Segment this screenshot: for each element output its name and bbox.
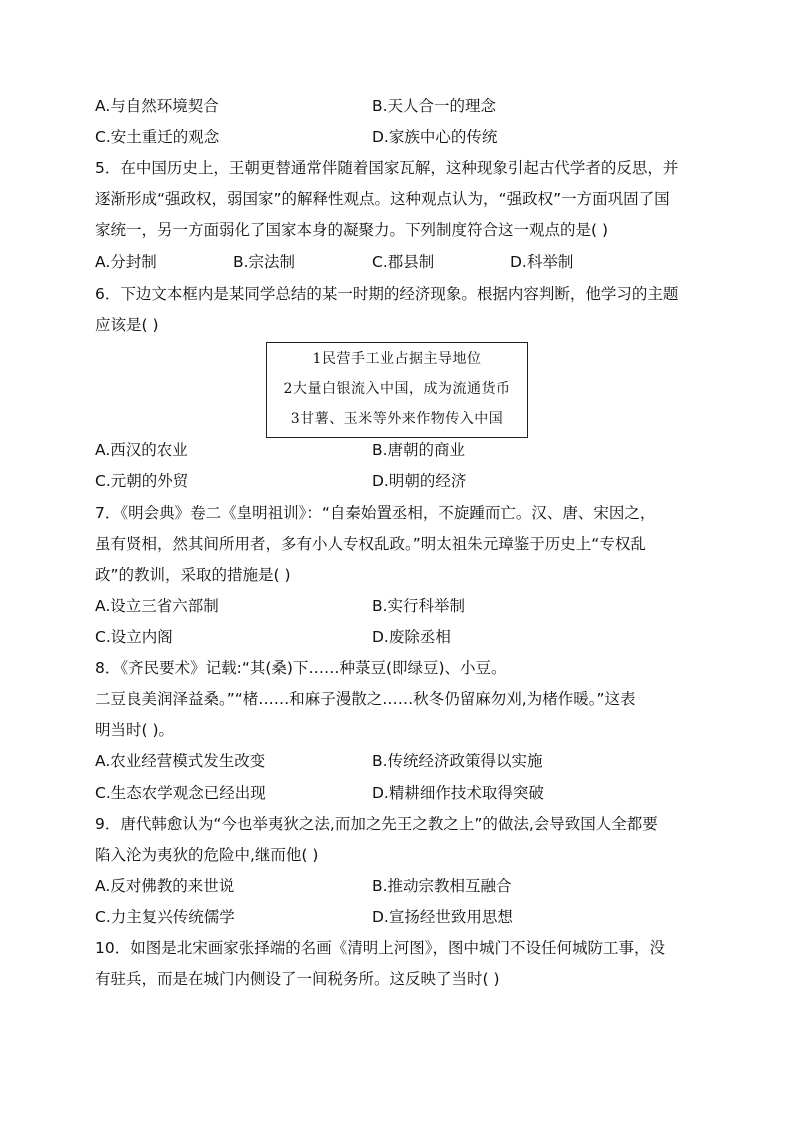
q9-stem-line-2: 陷入沦为夷狄的危险中,继而他( ) bbox=[95, 846, 319, 864]
q6-box-item-1: 1民营手工业占据主导地位 bbox=[312, 351, 482, 367]
q4-option-d[interactable]: D.家族中心的传统 bbox=[372, 128, 498, 146]
q5-stem-line-3: 家统一，另一方面弱化了国家本身的凝聚力。下列制度符合这一观点的是( ) bbox=[95, 221, 609, 239]
q8-option-b[interactable]: B.传统经济政策得以实施 bbox=[372, 752, 543, 770]
q8-stem-line-2: 二豆良美润泽益桑。”“楮……和麻子漫散之……秋冬仍留麻勿刈,为楮作暖。”这表 bbox=[95, 690, 636, 708]
q9-option-c[interactable]: C.力主复兴传统儒学 bbox=[95, 908, 235, 926]
q5-option-c[interactable]: C.郡县制 bbox=[372, 253, 435, 271]
q6-box-item-3: 3甘薯、玉米等外来作物传入中国 bbox=[290, 411, 504, 427]
q4-option-a[interactable]: A.与自然环境契合 bbox=[95, 97, 219, 115]
q5-option-d[interactable]: D.科举制 bbox=[510, 253, 574, 271]
q5-stem-line-2: 逐渐形成“强政权，弱国家”的解释性观点。这种观点认为，“强政权”一方面巩固了国 bbox=[95, 190, 670, 208]
q5-option-b[interactable]: B.宗法制 bbox=[233, 253, 296, 271]
q8-stem-line-3: 明当时( )。 bbox=[95, 721, 175, 739]
q9-stem-line-1: 9．唐代韩愈认为“今也举夷狄之法,而加之先王之教之上”的做法,会导致国人全都要 bbox=[95, 815, 658, 833]
q4-option-c[interactable]: C.安土重迁的观念 bbox=[95, 128, 220, 146]
q7-stem-line-3: 政”的教训，采取的措施是( ) bbox=[95, 566, 291, 584]
q9-option-a[interactable]: A.反对佛教的来世说 bbox=[95, 877, 235, 895]
q9-option-b[interactable]: B.推动宗教相互融合 bbox=[372, 877, 512, 895]
q5-option-a[interactable]: A.分封制 bbox=[95, 253, 157, 271]
q8-option-c[interactable]: C.生态农学观念已经出现 bbox=[95, 784, 266, 802]
q6-option-d[interactable]: D.明朝的经济 bbox=[372, 472, 467, 490]
q7-option-b[interactable]: B.实行科举制 bbox=[372, 597, 466, 615]
q6-text-box bbox=[266, 342, 528, 438]
q6-box-item-2: 2大量白银流入中国，成为流通货币 bbox=[283, 381, 511, 397]
q6-option-a[interactable]: A.西汉的农业 bbox=[95, 441, 188, 459]
q6-stem-line-1: 6．下边文本框内是某同学总结的某一时期的经济现象。根据内容判断，他学习的主题 bbox=[95, 285, 679, 303]
q4-option-b[interactable]: B.天人合一的理念 bbox=[372, 97, 497, 115]
q6-option-c[interactable]: C.元朝的外贸 bbox=[95, 472, 189, 490]
q7-option-a[interactable]: A.设立三省六部制 bbox=[95, 597, 219, 615]
q6-option-b[interactable]: B.唐朝的商业 bbox=[372, 441, 466, 459]
q5-stem-line-1: 5．在中国历史上，王朝更替通常伴随着国家瓦解，这种现象引起古代学者的反思，并 bbox=[95, 159, 679, 177]
q6-stem-line-2: 应该是( ) bbox=[95, 316, 159, 334]
q7-option-d[interactable]: D.废除丞相 bbox=[372, 628, 451, 646]
q8-option-a[interactable]: A.农业经营模式发生改变 bbox=[95, 752, 266, 770]
q7-stem-line-1: 7．《明会典》卷二《皇明祖训》：“自秦始置丞相，不旋踵而亡。汉、唐、宋因之， bbox=[95, 504, 656, 522]
q7-stem-line-2: 虽有贤相，然其间所用者，多有小人专权乱政。”明太祖朱元璋鉴于历史上“专权乱 bbox=[95, 535, 646, 553]
q8-option-d[interactable]: D.精耕细作技术取得突破 bbox=[372, 784, 544, 802]
q10-stem-line-1: 10．如图是北宋画家张择端的名画《清明上河图》，图中城门不设任何城防工事，没 bbox=[95, 939, 665, 957]
q10-stem-line-2: 有驻兵，而是在城门内侧设了一间税务所。这反映了当时( ) bbox=[95, 970, 500, 988]
q8-stem-line-1: 8．《齐民要术》记载:“其(桑)下……种菉豆(即绿豆)、小豆。 bbox=[95, 659, 507, 677]
q7-option-c[interactable]: C.设立内阁 bbox=[95, 628, 173, 646]
q9-option-d[interactable]: D.宣扬经世致用思想 bbox=[372, 908, 513, 926]
